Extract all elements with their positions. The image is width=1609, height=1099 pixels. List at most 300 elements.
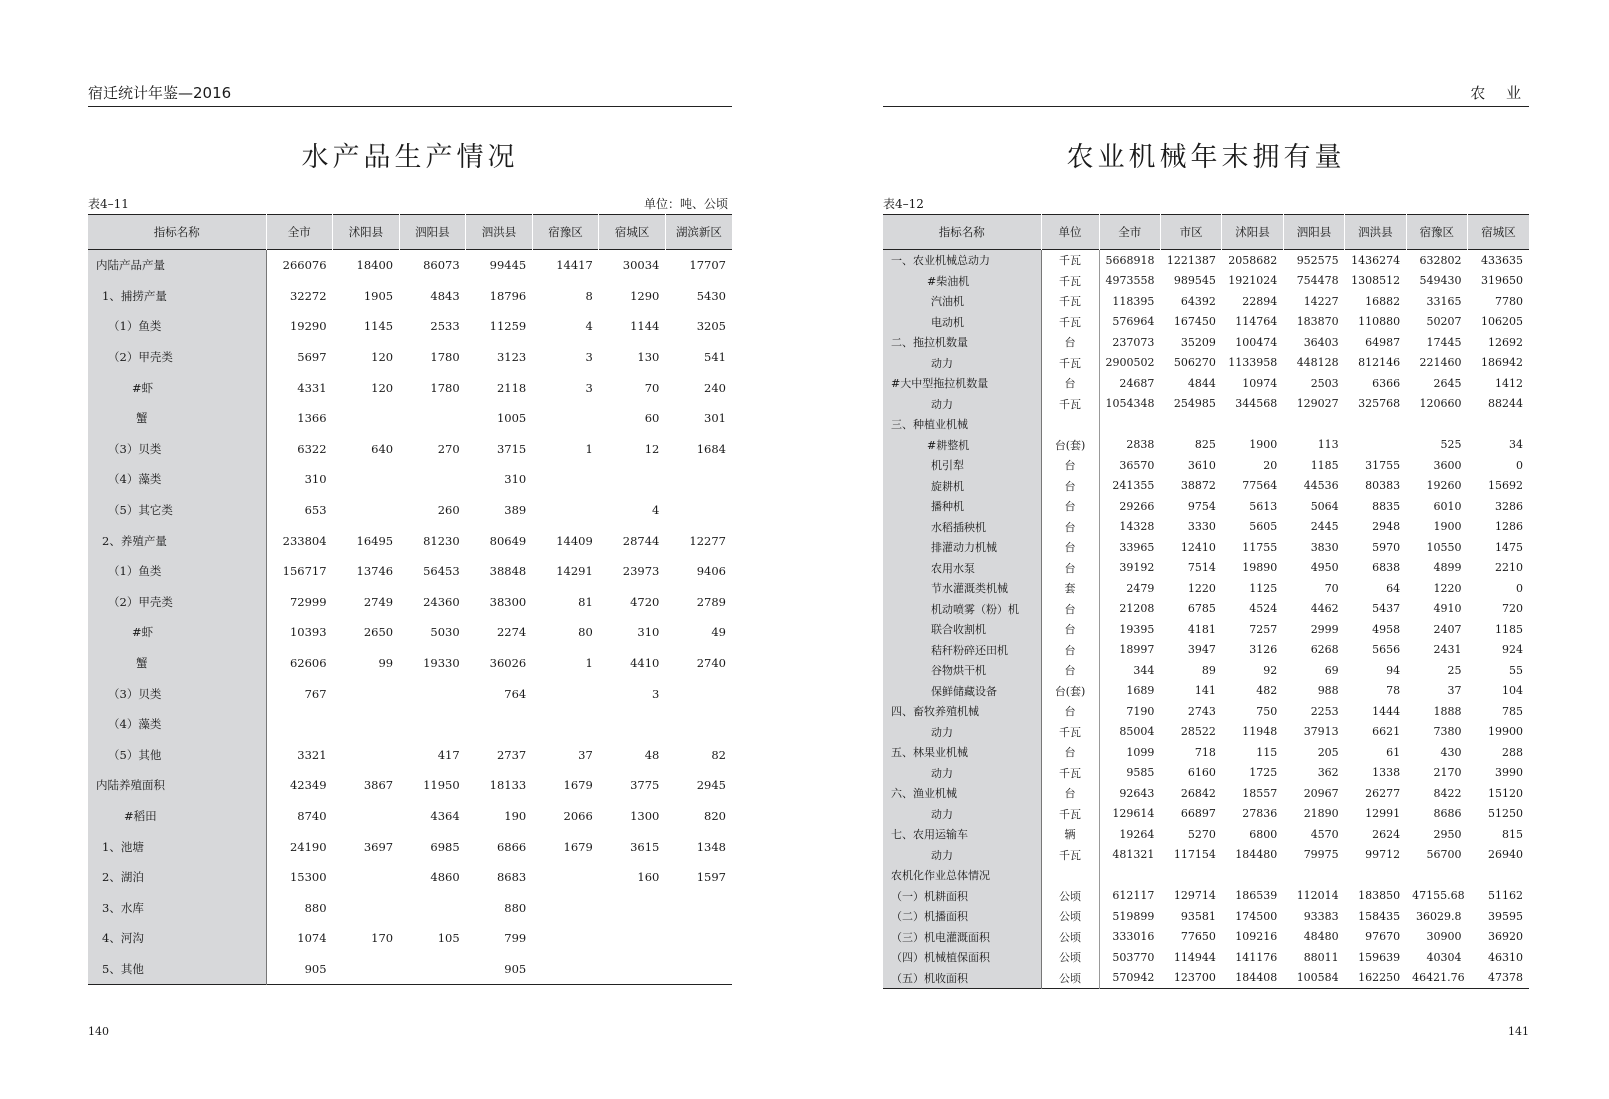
value-cell: 25 [1447, 663, 1462, 677]
value-cell: 3697 [363, 839, 394, 854]
value-cell: 2740 [696, 656, 726, 671]
table-row [88, 862, 732, 893]
value-cell: 2950 [1433, 827, 1462, 841]
value-cell [1160, 414, 1221, 435]
value-cell: 549430 [1419, 274, 1462, 288]
unit-cell: 台 [1041, 599, 1099, 620]
value-cell: 1412 [1495, 376, 1523, 390]
value-cell [333, 709, 400, 740]
row-label: 保鲜储藏设备 [883, 681, 1041, 702]
value-cell: 2445 [1310, 520, 1339, 534]
value-cell: 26842 [1180, 786, 1216, 800]
column-header: 单位 [1041, 215, 1099, 250]
value-cell: 482 [1256, 684, 1278, 698]
value-cell: 120 [371, 380, 394, 395]
left-table-title: 水产品生产情况 [301, 142, 519, 173]
unit-cell: 台 [1041, 537, 1099, 558]
value-cell: 16495 [356, 533, 394, 548]
table-row [883, 558, 1529, 579]
value-cell [333, 495, 400, 526]
value-cell [1345, 414, 1406, 435]
value-cell: 93581 [1180, 909, 1216, 923]
value-cell: 19264 [1119, 827, 1155, 841]
value-cell: 167450 [1173, 315, 1216, 329]
value-cell: 88244 [1488, 397, 1523, 411]
value-cell [399, 954, 466, 985]
value-cell: 11755 [1242, 540, 1278, 554]
value-cell: 69 [1324, 663, 1339, 677]
value-cell: 7514 [1187, 561, 1216, 575]
row-label: （4）藻类 [88, 709, 266, 740]
value-cell: 1286 [1495, 520, 1523, 534]
value-cell: 12277 [689, 533, 726, 548]
value-cell: 344568 [1235, 397, 1278, 411]
value-cell: 44536 [1303, 479, 1339, 493]
value-cell: 28744 [622, 533, 660, 548]
value-cell: 6866 [496, 839, 527, 854]
column-header: 指标名称 [883, 215, 1041, 250]
value-cell: 106205 [1481, 315, 1523, 329]
value-cell: 2503 [1310, 376, 1339, 390]
value-cell: 85004 [1119, 725, 1155, 739]
value-cell: 5668918 [1105, 253, 1155, 267]
value-cell: 3205 [696, 319, 726, 334]
value-cell: 20 [1263, 458, 1278, 472]
row-label: #虾 [88, 372, 266, 403]
value-cell: 1300 [630, 808, 660, 823]
value-cell: 5613 [1249, 499, 1278, 513]
value-cell [665, 954, 732, 985]
yearbook-header: 宿迁统计年鉴—2016 [88, 84, 232, 102]
value-cell: 266076 [282, 258, 327, 273]
value-cell: 19395 [1119, 622, 1155, 636]
value-cell: 11259 [489, 319, 527, 334]
column-header: 泗阳县 [399, 215, 466, 250]
value-cell: 104 [1502, 684, 1523, 698]
table-row [88, 556, 732, 587]
value-cell: 4181 [1187, 622, 1216, 636]
table-row [88, 801, 732, 832]
page-number: 140 [88, 1025, 109, 1038]
value-cell: 750 [1256, 704, 1278, 718]
row-label: 六、渔业机械 [883, 783, 1041, 804]
value-cell: 6160 [1187, 766, 1216, 780]
row-label: 5、其他 [88, 954, 266, 985]
value-cell: 39595 [1488, 909, 1523, 923]
unit-cell: 台(套) [1041, 681, 1099, 702]
value-cell: 4973558 [1105, 274, 1155, 288]
value-cell: 1220 [1187, 581, 1216, 595]
unit-cell: 台 [1041, 640, 1099, 661]
value-cell [665, 709, 732, 740]
value-cell: 1900 [1433, 520, 1462, 534]
value-cell: 36920 [1488, 930, 1523, 944]
value-cell: 6985 [430, 839, 460, 854]
value-cell: 46310 [1488, 950, 1523, 964]
value-cell [399, 709, 466, 740]
value-cell: 99712 [1365, 848, 1401, 862]
value-cell: 4910 [1433, 602, 1462, 616]
value-cell: 80383 [1365, 479, 1401, 493]
value-cell [266, 709, 333, 740]
row-label: 3、水库 [88, 892, 266, 923]
value-cell: 481321 [1112, 848, 1155, 862]
value-cell: 3330 [1187, 520, 1216, 534]
value-cell: 89 [1201, 663, 1216, 677]
value-cell: 812146 [1358, 356, 1401, 370]
value-cell: 115 [1256, 745, 1278, 759]
value-cell: 34 [1509, 438, 1523, 452]
value-cell: 19290 [289, 319, 327, 334]
value-cell: 880 [304, 900, 327, 915]
value-cell [1160, 865, 1221, 886]
value-cell: 112014 [1296, 889, 1339, 903]
value-cell: 310 [504, 472, 527, 487]
value-cell: 1900 [1249, 438, 1278, 452]
row-label: 谷物烘干机 [883, 660, 1041, 681]
value-cell: 3615 [630, 839, 660, 854]
value-cell: 640 [371, 441, 394, 456]
value-cell: 1133958 [1228, 356, 1278, 370]
value-cell: 36403 [1303, 335, 1339, 349]
value-cell: 120660 [1419, 397, 1462, 411]
value-cell [333, 892, 400, 923]
value-cell: 31755 [1365, 458, 1401, 472]
table-row [88, 403, 732, 434]
table-header-row [883, 215, 1529, 250]
value-cell: 12991 [1365, 807, 1401, 821]
unit-cell: 套 [1041, 578, 1099, 599]
value-cell: 2945 [696, 778, 726, 793]
value-cell: 2624 [1372, 827, 1401, 841]
table-row [883, 517, 1529, 538]
value-cell: 109216 [1235, 930, 1278, 944]
value-cell: 32272 [289, 288, 327, 303]
value-cell: 4844 [1187, 376, 1216, 390]
value-cell: 4524 [1249, 602, 1278, 616]
value-cell: 4570 [1310, 827, 1339, 841]
value-cell: 815 [1502, 827, 1523, 841]
value-cell: 1290 [630, 288, 660, 303]
value-cell: 79975 [1303, 848, 1339, 862]
value-cell: 825 [1194, 438, 1216, 452]
row-label: #虾 [88, 617, 266, 648]
page-number: 141 [1508, 1025, 1529, 1038]
column-header: 全市 [1099, 215, 1160, 250]
value-cell: 2253 [1310, 704, 1339, 718]
table-row [88, 709, 732, 740]
table-row [883, 845, 1529, 866]
value-cell: 632802 [1419, 253, 1462, 267]
table-row [883, 291, 1529, 312]
value-cell [1468, 865, 1529, 886]
value-cell: 430 [1440, 745, 1462, 759]
value-cell [665, 923, 732, 954]
unit-cell: 台 [1041, 476, 1099, 497]
value-cell: 525 [1440, 438, 1462, 452]
value-cell: 120 [371, 350, 394, 365]
value-cell: 1679 [563, 839, 593, 854]
value-cell: 503770 [1112, 950, 1155, 964]
value-cell: 10974 [1242, 376, 1278, 390]
value-cell: 6838 [1372, 561, 1401, 575]
value-cell: 33165 [1426, 294, 1462, 308]
value-cell [1345, 865, 1406, 886]
value-cell: 6268 [1310, 643, 1339, 657]
row-label: （五）机收面积 [883, 968, 1041, 989]
value-cell: 40304 [1426, 950, 1462, 964]
value-cell: 70 [644, 380, 660, 395]
agri-machinery-table [883, 214, 1529, 989]
value-cell: 2058682 [1228, 253, 1278, 267]
row-label: 机引犁 [883, 455, 1041, 476]
row-label: 农机化作业总体情况 [883, 865, 1041, 886]
row-label: 秸秆粉碎还田机 [883, 640, 1041, 661]
value-cell: 570942 [1112, 971, 1155, 985]
value-cell: 3286 [1495, 499, 1523, 513]
value-cell [333, 403, 400, 434]
value-cell: 1145 [363, 319, 394, 334]
value-cell: 764 [504, 686, 527, 701]
value-cell: 100474 [1235, 335, 1278, 349]
value-cell: 123700 [1173, 971, 1216, 985]
value-cell: 1125 [1249, 581, 1278, 595]
value-cell: 18997 [1119, 643, 1155, 657]
row-label: 2、养殖产量 [88, 525, 266, 556]
value-cell: 1348 [696, 839, 726, 854]
value-cell: 1074 [297, 931, 327, 946]
left-running-header [88, 84, 732, 107]
value-cell: 141176 [1235, 950, 1278, 964]
value-cell: 417 [437, 747, 460, 762]
column-header: 宿城区 [1468, 215, 1529, 250]
table-row [88, 648, 732, 679]
table-row [88, 954, 732, 985]
value-cell [532, 678, 599, 709]
value-cell: 233804 [282, 533, 327, 548]
value-cell: 50207 [1426, 315, 1462, 329]
row-label: 1、池塘 [88, 831, 266, 862]
value-cell: 8740 [297, 808, 327, 823]
value-cell: 2479 [1126, 581, 1155, 595]
row-label: （2）甲壳类 [88, 587, 266, 618]
value-cell: 9585 [1126, 766, 1155, 780]
value-cell: 952575 [1296, 253, 1339, 267]
unit-cell: 台 [1041, 455, 1099, 476]
table-row [883, 947, 1529, 968]
row-label: #大中型拖拉机数量 [883, 373, 1041, 394]
value-cell: 3947 [1187, 643, 1216, 657]
value-cell: 5064 [1310, 499, 1339, 513]
value-cell: 1308512 [1351, 274, 1401, 288]
value-cell: 56700 [1426, 848, 1462, 862]
value-cell: 18796 [489, 288, 527, 303]
table-row [88, 464, 732, 495]
value-cell: 129714 [1173, 889, 1216, 903]
table-row [883, 599, 1529, 620]
value-cell: 767 [304, 686, 327, 701]
value-cell [399, 403, 466, 434]
value-cell: 24687 [1119, 376, 1155, 390]
section-header: 农 业 [1470, 84, 1529, 102]
value-cell: 159639 [1358, 950, 1401, 964]
value-cell: 1054348 [1105, 397, 1155, 411]
value-cell: 754478 [1296, 274, 1339, 288]
column-header: 全市 [266, 215, 333, 250]
table-row [883, 783, 1529, 804]
table-row [883, 968, 1529, 989]
value-cell: 905 [304, 961, 327, 976]
row-label: 1、捕捞产量 [88, 281, 266, 312]
value-cell: 97670 [1365, 930, 1401, 944]
value-cell: 19330 [423, 656, 460, 671]
unit-cell: 千瓦 [1041, 271, 1099, 292]
value-cell: 80649 [489, 533, 527, 548]
value-cell: 3123 [496, 350, 527, 365]
table-row [88, 495, 732, 526]
value-cell: 129027 [1296, 397, 1339, 411]
table-row [88, 770, 732, 801]
value-cell: 989545 [1173, 274, 1216, 288]
value-cell: 612117 [1112, 889, 1155, 903]
value-cell: 77564 [1242, 479, 1278, 493]
value-cell: 4331 [297, 380, 327, 395]
value-cell: 6785 [1187, 602, 1216, 616]
value-cell: 100584 [1296, 971, 1339, 985]
value-cell: 333016 [1112, 930, 1155, 944]
table-row [883, 578, 1529, 599]
value-cell [399, 464, 466, 495]
value-cell: 11950 [423, 778, 460, 793]
value-cell: 3775 [630, 778, 660, 793]
row-label: 动力 [883, 722, 1041, 743]
value-cell: 1185 [1310, 458, 1339, 472]
row-label: 内陆产品产量 [88, 250, 266, 281]
unit-cell: 公顷 [1041, 947, 1099, 968]
value-cell: 18133 [489, 778, 527, 793]
value-cell: 3990 [1495, 766, 1523, 780]
value-cell: 3867 [363, 778, 394, 793]
unit-cell: 台 [1041, 701, 1099, 722]
value-cell: 0 [1516, 458, 1523, 472]
value-cell: 46421.76 [1412, 971, 1465, 985]
value-cell: 3600 [1433, 458, 1462, 472]
value-cell: 38300 [489, 594, 527, 609]
value-cell: 39192 [1119, 561, 1155, 575]
value-cell: 113 [1317, 438, 1339, 452]
value-cell: 720 [1502, 602, 1523, 616]
table-row [883, 824, 1529, 845]
table-row [883, 414, 1529, 435]
unit-cell: 千瓦 [1041, 804, 1099, 825]
value-cell: 5656 [1372, 643, 1401, 657]
value-cell: 38872 [1180, 479, 1216, 493]
value-cell [532, 709, 599, 740]
value-cell [466, 709, 533, 740]
value-cell: 18557 [1242, 786, 1278, 800]
unit-cell: 台(套) [1041, 435, 1099, 456]
value-cell: 3321 [297, 747, 327, 762]
unit-cell: 台 [1041, 496, 1099, 517]
value-cell [1406, 414, 1467, 435]
value-cell: 4843 [430, 288, 460, 303]
value-cell: 26940 [1488, 848, 1523, 862]
unit-cell: 千瓦 [1041, 722, 1099, 743]
value-cell: 49 [711, 625, 726, 640]
row-label: 三、种植业机械 [883, 414, 1041, 435]
value-cell: 205 [1317, 745, 1339, 759]
row-label: 五、林果业机械 [883, 742, 1041, 763]
value-cell: 4950 [1310, 561, 1339, 575]
value-cell: 24190 [289, 839, 327, 854]
row-label: （5）其它类 [88, 495, 266, 526]
value-cell: 254985 [1173, 397, 1216, 411]
value-cell: 301 [704, 411, 726, 426]
value-cell: 99445 [489, 258, 527, 273]
unit-cell: 台 [1041, 517, 1099, 538]
value-cell: 1921024 [1228, 274, 1278, 288]
value-cell [333, 954, 400, 985]
value-cell: 2274 [496, 625, 527, 640]
row-label: #耕整机 [883, 435, 1041, 456]
value-cell: 1 [585, 441, 593, 456]
value-cell: 4410 [630, 656, 660, 671]
value-cell: 6322 [297, 441, 327, 456]
value-cell: 2533 [430, 319, 460, 334]
value-cell [665, 464, 732, 495]
row-label: （2）甲壳类 [88, 342, 266, 373]
table-row [88, 740, 732, 771]
row-label: 一、农业机械总动力 [883, 250, 1041, 271]
value-cell: 55 [1509, 663, 1523, 677]
value-cell: 4958 [1372, 622, 1401, 636]
unit-cell: 千瓦 [1041, 250, 1099, 271]
value-cell: 51162 [1488, 889, 1523, 903]
value-cell: 1221387 [1166, 253, 1216, 267]
right-table-title: 农业机械年末拥有量 [1066, 142, 1346, 173]
value-cell: 1597 [696, 870, 726, 885]
value-cell: 221460 [1419, 356, 1462, 370]
row-label: 蟹 [88, 648, 266, 679]
value-cell: 2999 [1310, 622, 1339, 636]
value-cell: 988 [1317, 684, 1339, 698]
value-cell [665, 892, 732, 923]
value-cell: 2737 [496, 747, 527, 762]
table-row [883, 640, 1529, 661]
value-cell: 3610 [1187, 458, 1216, 472]
table-row [88, 617, 732, 648]
value-cell [599, 892, 666, 923]
value-cell: 2066 [563, 808, 593, 823]
value-cell [1283, 414, 1344, 435]
value-cell: 64987 [1365, 335, 1401, 349]
value-cell: 38848 [489, 564, 527, 579]
unit-cell [1041, 414, 1099, 435]
value-cell: 24360 [423, 594, 460, 609]
value-cell: 47378 [1488, 971, 1523, 985]
value-cell: 190 [504, 808, 527, 823]
value-cell [399, 892, 466, 923]
unit-cell: 台 [1041, 558, 1099, 579]
table-row [883, 435, 1529, 456]
value-cell: 9406 [696, 564, 726, 579]
value-cell: 66897 [1180, 807, 1216, 821]
table-row [88, 892, 732, 923]
column-header: 湖滨新区 [665, 215, 732, 250]
value-cell: 14227 [1303, 294, 1339, 308]
value-cell: 94 [1386, 663, 1401, 677]
value-cell [599, 954, 666, 985]
